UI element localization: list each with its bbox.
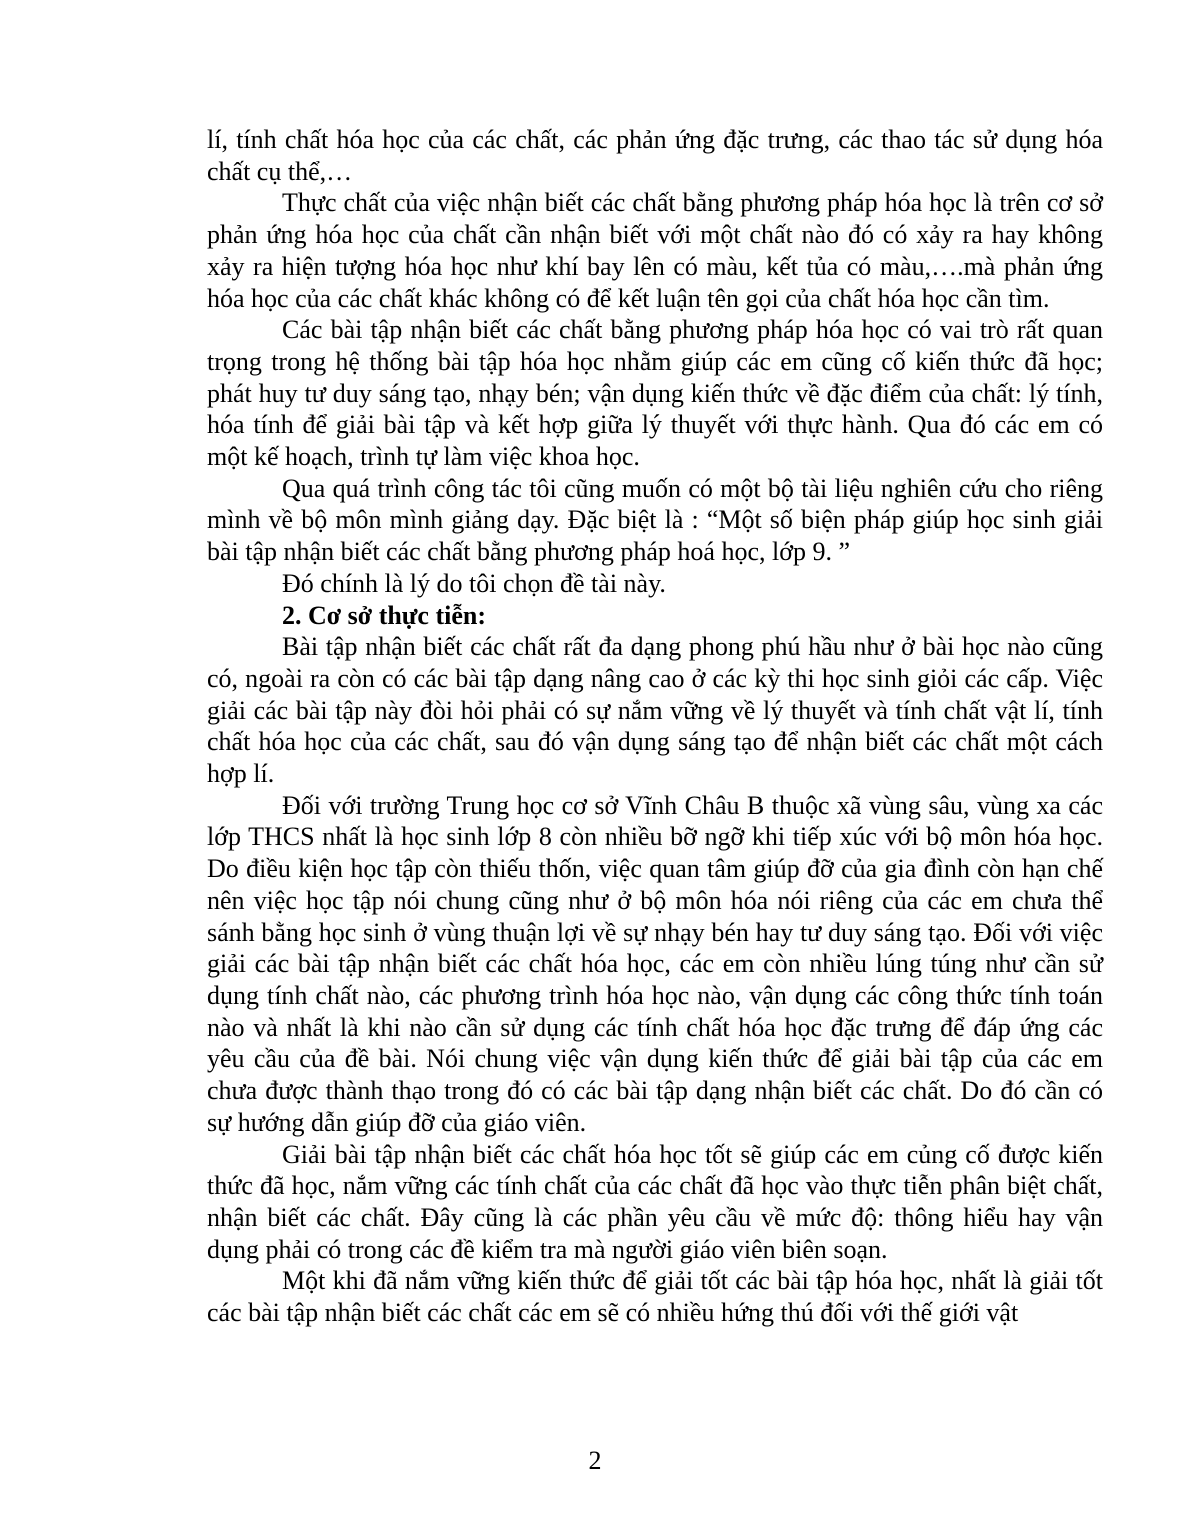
paragraph: Đó chính là lý do tôi chọn đề tài này. [282,568,666,598]
paragraph: Bài tập nhận biết các chất rất đa dạng phong phú hầu như ở bài học nào cũng có, ngoài ra còn có các bài tập dạng nâng cao ở các kỳ thi học sinh giỏi các cấp. Việc giải các bài tập này đòi hỏi phải có sự nắm vững về lý thuyết và tính chất vật lí, tính chất hóa học của các chất, sau đó vận dụng sáng tạo để nhận biết các chất một cách hợp lí. [207,632,1103,789]
paragraph: Thực chất của việc nhận biết các chất bằng phương pháp hóa học là trên cơ sở phản ứng hóa học của chất cần nhận biết với một chất nào đó có xảy ra hay không xảy ra hiện tượng hóa học như khí bay lên có màu, kết tủa có màu,….mà phản ứng hóa học của các chất khác không có để kết luận tên gọi của chất hóa học cần tìm. [207,188,1103,313]
paragraph: Các bài tập nhận biết các chất bằng phương pháp hóa học có vai trò rất quan trọng trong hệ thống bài tập hóa học nhằm giúp các em cũng cố kiến thức đã học; phát huy tư duy sáng tạo, nhạy bén; vận dụng kiến thức về đặc điểm của chất: lý tính, hóa tính để giải bài tập và kết hợp giữa lý thuyết với thực hành. Qua đó các em có một kế hoạch, trình tự làm việc khoa học. [207,315,1103,472]
paragraph: Đối với trường Trung học cơ sở Vĩnh Châu B thuộc xã vùng sâu, vùng xa các lớp THCS nhất là học sinh lớp 8 còn nhiều bỡ ngỡ khi tiếp xúc với bộ môn hóa học. Do điều kiện học tập còn thiếu thốn, việc quan tâm giúp đỡ của gia đình còn hạn chế nên việc học tập nói chung cũng như ở bộ môn hóa nói riêng của các em chưa thể sánh bằng học sinh ở vùng thuận lợi về sự nhạy bén hay tư duy sáng tạo. Đối với việc giải các bài tập nhận biết các chất hóa học, các em còn nhiều lúng túng như cần sử dụng tính chất nào, các phương trình hóa học nào, vận dụng các công thức tính toán nào và nhất là khi nào cần sử dụng các tính chất hóa học đặc trưng để đáp ứng các yêu cầu của đề bài. Nói chung việc vận dụng kiến thức để giải bài tập của các em chưa được thành thạo trong đó có các bài tập dạng nhận biết các chất. Do đó cần có sự hướng dẫn giúp đỡ của giáo viên. [207,790,1103,1137]
page-number: 2 [588,1446,602,1475]
document-body [207,124,1103,1329]
paragraph: Một khi đã nắm vững kiến thức để giải tốt các bài tập hóa học, nhất là giải tốt các bài tập nhận biết các chất các em sẽ có nhiều hứng thú đối với thế giới vật [207,1266,1103,1328]
paragraph: Qua quá trình công tác tôi cũng muốn có một bộ tài liệu nghiên cứu cho riêng mình về bộ môn mình giảng dạy. Đặc biệt là : “Một số biện pháp giúp học sinh giải bài tập nhận biết các chất bằng phương pháp hoá học, lớp 9. ” [207,473,1103,567]
paragraph-continued: lí, tính chất hóa học của các chất, các phản ứng đặc trưng, các thao tác sử dụng hóa chất cụ thể,… [207,125,1103,186]
paragraph: Giải bài tập nhận biết các chất hóa học tốt sẽ giúp các em củng cố được kiến thức đã học, nắm vững các tính chất của các chất đã học vào thực tiễn phân biệt chất, nhận biết các chất. Đây cũng là các phần yêu cầu về mức độ: thông hiểu hay vận dụng phải có trong các đề kiểm tra mà người giáo viên biên soạn. [207,1139,1103,1264]
section-heading: 2. Cơ sở thực tiễn: [282,600,486,630]
